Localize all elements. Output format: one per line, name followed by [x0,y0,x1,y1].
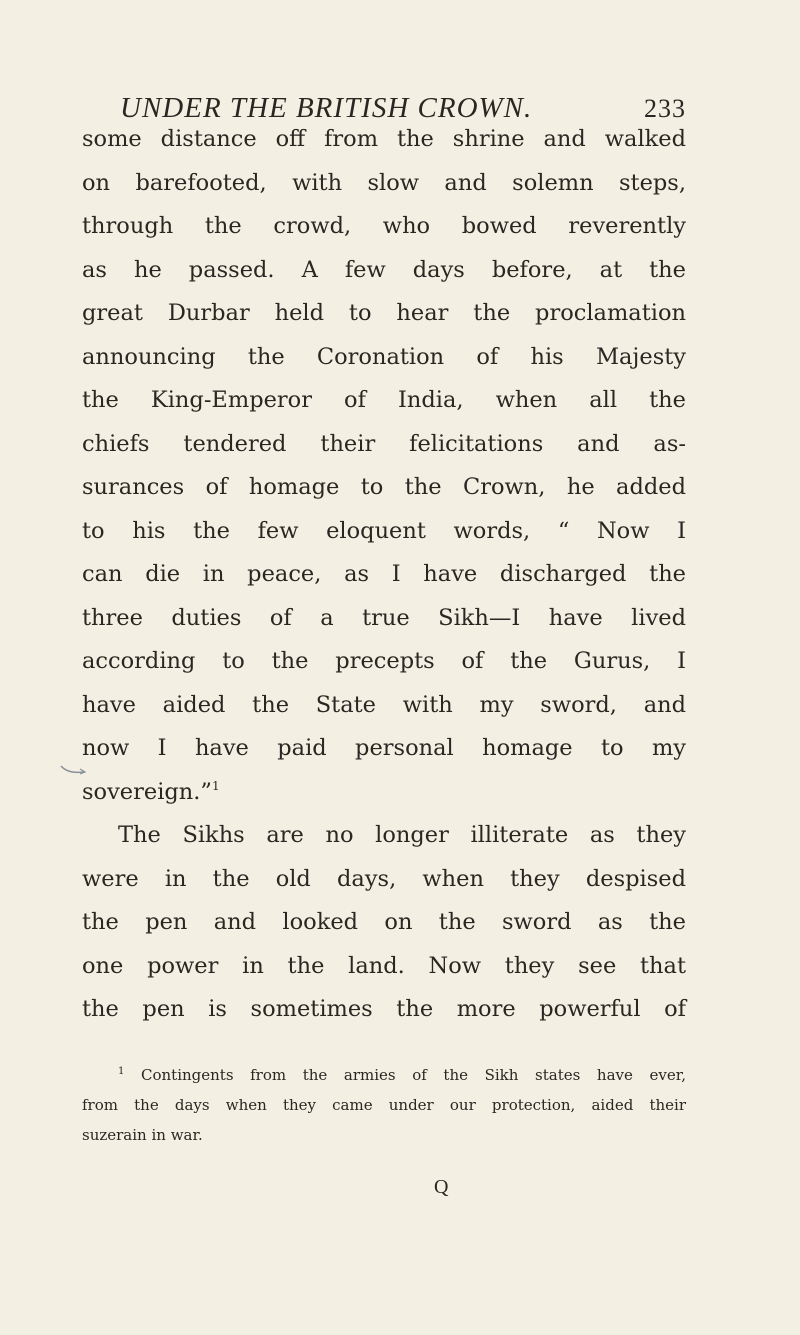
text-line: one power in the land. Now they see that [82,952,686,979]
text-line: some distance off from the shrine and walked [82,126,686,152]
text-line: great Durbar held to hear the proclamation [82,300,686,326]
text-line: chiefs tendered their felicitations and as- [82,430,686,457]
footnote-marker: 1 [118,1066,125,1077]
text-line: can die in peace, as I have discharged the [82,561,686,587]
paragraph-end-line [82,771,686,815]
text-line: The Sikhs are no longer illiterate as they [118,822,686,848]
text-line: as he passed. A few days before, at the [82,256,686,283]
footnote [82,1060,686,1150]
text-line: through the crowd, who bowed reverently [82,213,686,239]
text-line: have aided the State with my sword, and [82,691,686,718]
text-line: three duties of a true Sikh—I have lived [82,604,686,631]
text-line: surances of homage to the Crown, he added [82,474,686,500]
footnote-text: Contingents from the armies of the Sikh states have ever, [141,1066,686,1084]
footnote-line: from the days when they came under our protection, aided their [82,1096,686,1114]
text-line: the King-Emperor of India, when all the [82,387,686,413]
running-title: UNDER THE BRITISH CROWN. [120,92,533,124]
footnote-line: suzerain in war. [82,1126,203,1144]
footnote-reference: 1 [211,778,220,793]
text-line: the pen is sometimes the more powerful of [82,996,686,1022]
signature-mark: Q [434,1176,449,1198]
body-text [82,118,686,1032]
page-number: 233 [644,94,686,123]
text-line: were in the old days, when they despised [82,865,686,892]
text-line: according to the precepts of the Gurus, I [82,648,686,674]
text-line: announcing the Coronation of his Majesty [82,343,686,370]
text-line: to his the few eloquent words, “ Now I [82,517,686,544]
pencil-mark-icon [60,764,86,776]
text-line: now I have paid personal homage to my [82,735,686,761]
text-line: on barefooted, with slow and solemn steps, [82,169,686,196]
text-line: sovereign.” [82,778,212,805]
text-line: the pen and looked on the sword as the [82,909,686,935]
footnote-line [82,1060,686,1090]
